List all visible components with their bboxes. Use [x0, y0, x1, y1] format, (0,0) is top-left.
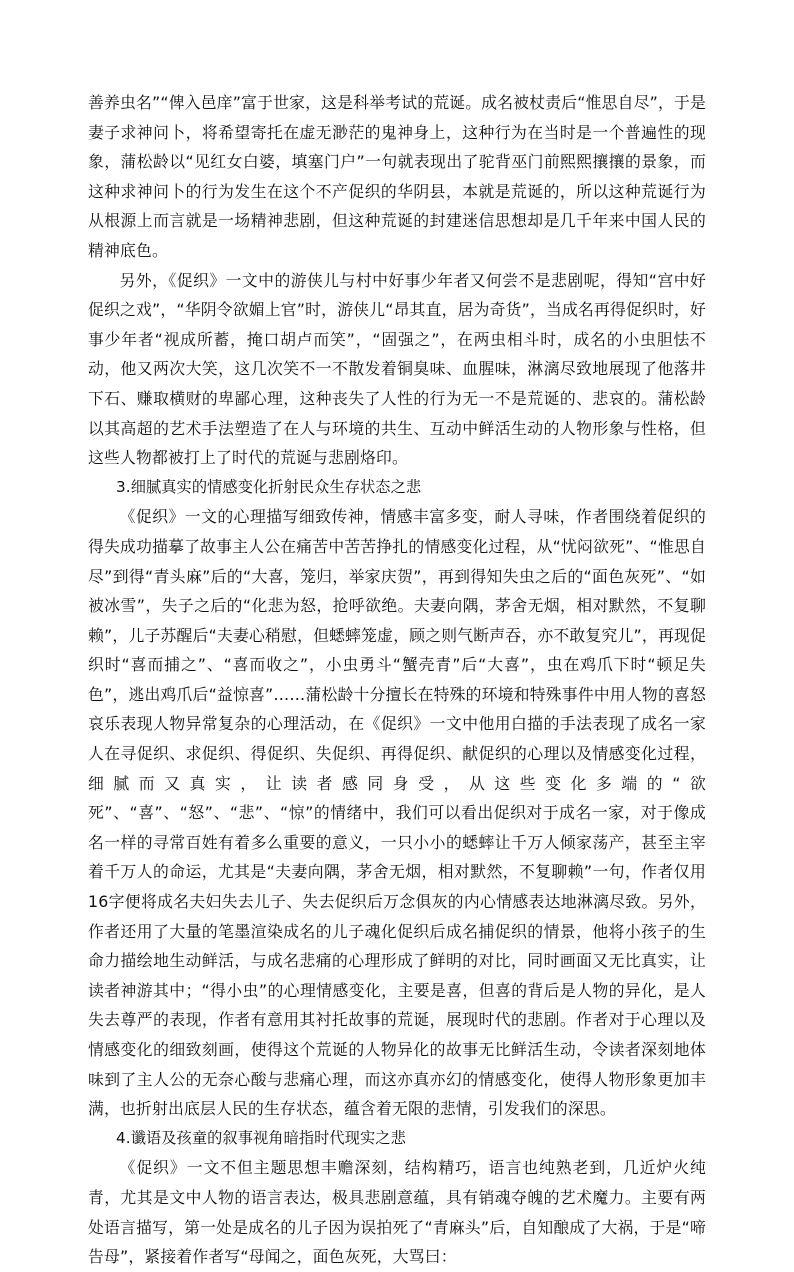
- paragraph-youxia: 另外，《促织》一文中的游侠儿与村中好事少年者又何尝不是悲剧呢，得知“宫中好促织之戏”，“华阴令欲媚上官”时，游侠儿“昂其直，居为奇货”，当成名再得促织时，好事少年者“视成所蓄，掩口胡卢而笑”，“固强之”，在两虫相斗时，成名的小虫胆怯不动，他又两次大笑，这几次笑不一不散发着铜臭味、血腥味，淋漓尽致地展现了他落井下石、赚取横财的卑鄙心理，这种丧失了人性的行为无一不是荒诞的、悲哀的。蒲松龄以其高超的艺术手法塑造了在人与环境的共生、互动中鲜活生动的人物形象与性格，但这些人物都被打上了时代的荒诞与悲剧烙印。: [88, 270, 706, 468]
- document-body: [88, 88, 706, 1272]
- paragraph-language: 《促织》一文不但主题思想丰赡深刻，结构精巧，语言也纯熟老到，几近炉火纯青，尤其是文中人物的语言表达，极具悲剧意蕴，具有销魂夺魄的艺术魔力。主要有两处语言描写，第一处是成名的儿子因为误拍死了“青麻头”后，自知酿成了大祸，于是“啼告母”，紧接着作者写“母闻之，面色灰死，大骂曰：: [88, 1158, 706, 1267]
- section-heading-4: 4.谶语及孩童的叙事视角暗指时代现实之悲: [116, 1128, 406, 1147]
- paragraph-continuation: 善养虫名”“俾入邑庠”富于世家，这是科举考试的荒诞。成名被杖责后“惟思自尽”，于是妻子求神问卜，将希望寄托在虚无渺茫的鬼神身上，这种行为在当时是一个普遍性的现象，蒲松龄以“见红女白婆，填塞门户”一句就表现出了驼背巫门前熙熙攘攘的景象，而这种求神问卜的行为发生在这个不产促织的华阴县，本就是荒诞的，所以这种荒诞行为从根源上而言就是一场精神悲剧，但这种荒诞的封建迷信思想却是几千年来中国人民的精神底色。: [88, 93, 706, 260]
- paragraph-psychology: 《促织》一文的心理描写细致传神，情感丰富多变，耐人寻味，作者围绕着促织的得失成功描摹了故事主人公在痛苦中苦苦挣扎的情感变化过程，从“忧闷欲死”、“惟思自尽”到得“青头麻”后的“大喜，笼归，举家庆贺”，再到得知失虫之后的“面色灰死”、“如被冰雪”，失子之后的“化悲为怒，抢呼欲绝。夫妻向隅，茅舍无烟，相对默然，不复聊赖”，儿子苏醒后“夫妻心稍慰，但蟋蟀笼虚，顾之则气断声吞，亦不敢复究儿”，再现促织时“喜而捕之”、“喜而收之”，小虫勇斗“蟹壳青”后“大喜”，虫在鸡爪下时“顿足失色”，逃出鸡爪后“益惊喜”……蒲松龄十分擅长在特殊的环境和特殊事件中用人物的喜怒哀乐表现人物异常复杂的心理活动，在《促织》一文中他用白描的手法表现了成名一家人在寻促织、求促织、得促织、失促织、再得促织、献促织的心理以及情感变化过程，细腻而又真实，让读者感同身受，从这些变化多端的“欲死”、“喜”、“怒”、“悲”、“惊”的情绪中，我们可以看出促织对于成名一家，对于像成名一样的寻常百姓有着多么重要的意义，一只小小的蟋蟀让千万人倾家荡产，甚至主宰着千万人的命运，尤其是“夫妻向隅，茅舍无烟，相对默然，不复聊赖”一句，作者仅用16字便将成名夫妇失去儿子、失去促织后万念俱灰的内心情感表达地淋漓尽致。另外，作者还用了大量的笔墨渲染成名的儿子魂化促织后成名捕促织的情景，他将小孩子的生命力描绘地生动鲜活，与成名悲痛的心理形成了鲜明的对比，同时画面又无比真实，让读者神游其中；“得小虫”的心理情感变化，主要是喜，但喜的背后是人物的异化，是人失去尊严的表现，作者有意用其衬托故事的荒诞，展现时代的悲剧。作者对于心理以及情感变化的细致刻画，使得这个荒诞的人物异化的故事无比鲜活生动，令读者深刻地体味到了主人公的无奈心酸与悲痛心理，而这亦真亦幻的情感变化，使得人物形象更加丰满，也折射出底层人民的生存状态，蕴含着无限的悲情，引发我们的深思。: [88, 507, 706, 1119]
- section-heading-3: 3.细腻真实的情感变化折射民众生存状态之悲: [116, 477, 422, 496]
